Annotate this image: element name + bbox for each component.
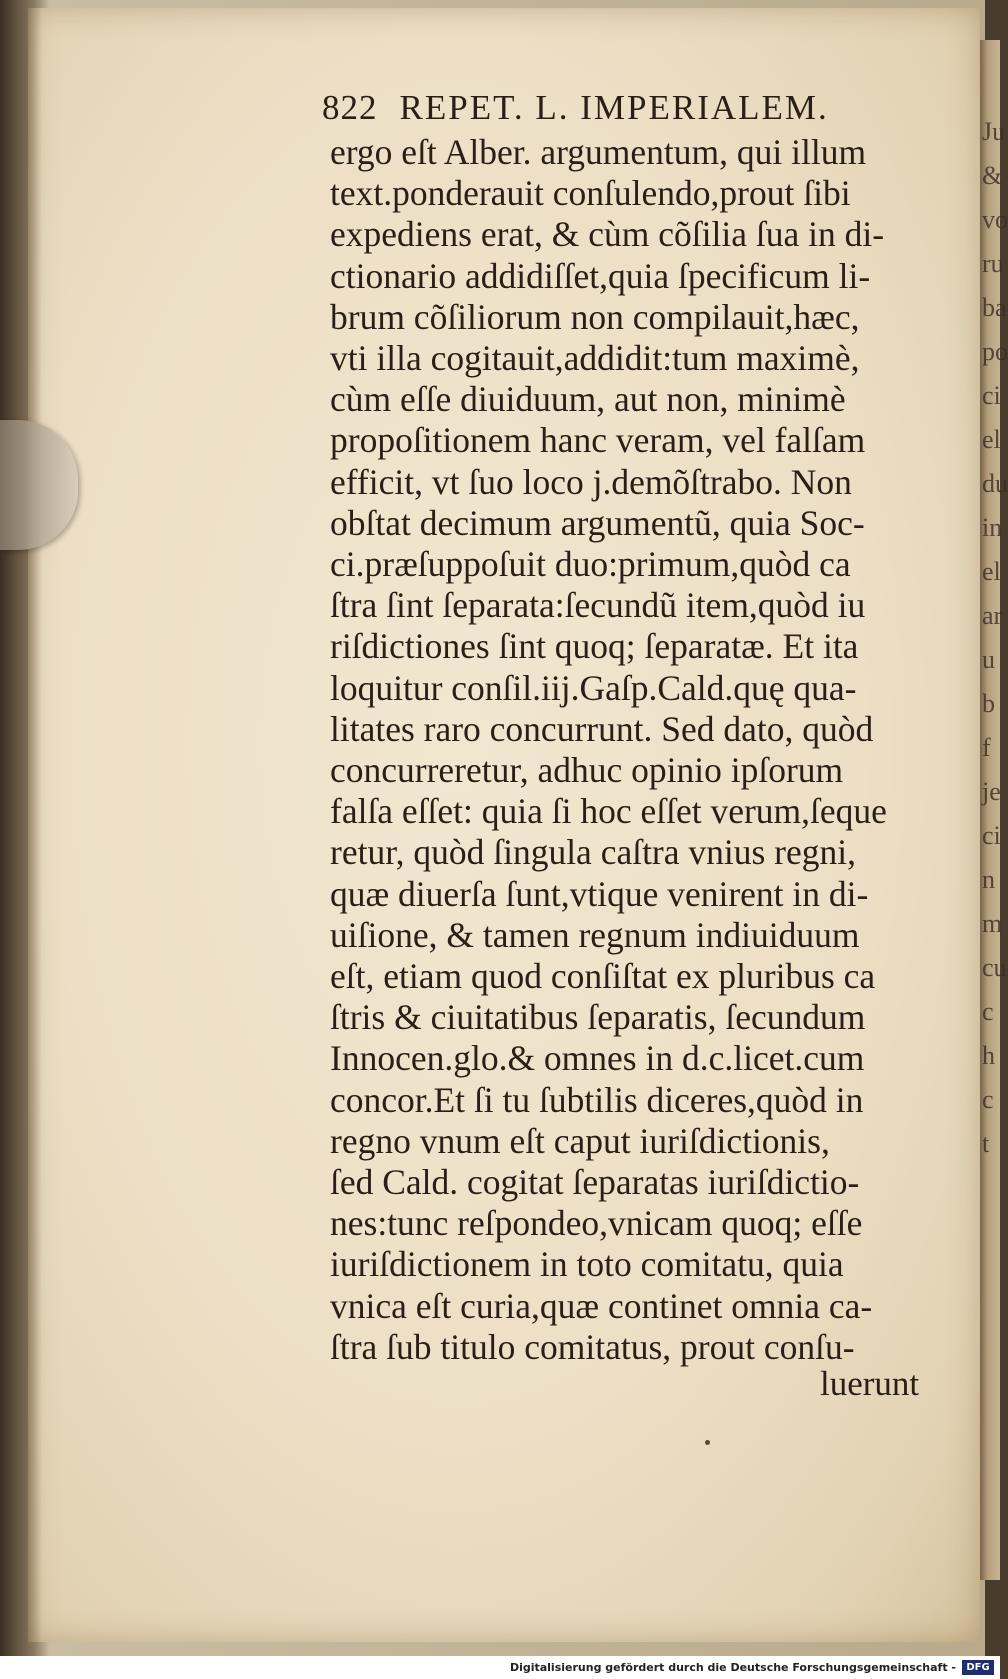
text-line: expediens erat, & cùm cõſilia ſua in di- bbox=[330, 214, 885, 255]
text-line: concurreretur, adhuc opinio ipſorum bbox=[330, 750, 844, 791]
body-text bbox=[330, 132, 942, 1368]
text-line: ſtris & ciuitatibus ſeparatis, ſecundum bbox=[330, 997, 866, 1038]
text-line: ergo eſt Alber. argumentum, qui illum bbox=[330, 132, 867, 172]
text-line: riſdictiones ſint quoq; ſeparatæ. Et ita bbox=[330, 626, 859, 667]
text-line: ſtra ſub titulo comitatus, prout conſu- bbox=[330, 1326, 855, 1367]
running-header bbox=[322, 88, 942, 128]
text-line: ſed Cald. cogitat ſeparatas iuriſdictio- bbox=[330, 1162, 860, 1203]
next-page-text-fragments: Ju & vo ru ba po ci el du in el ar u b f je ci n m cu c h c t bbox=[982, 117, 1008, 1158]
text-line: loquitur conſil.iij.Gaſp.Cald.quę qua- bbox=[330, 667, 857, 708]
paper-speck bbox=[705, 1440, 710, 1445]
text-line: uiſione, & tamen regnum indiuiduum bbox=[330, 914, 860, 955]
text-line: nes:tunc reſpondeo,vnicam quoq; eſſe bbox=[330, 1203, 863, 1244]
text-line: falſa eſſet: quia ſi hoc eſſet verum,ſeque bbox=[330, 791, 887, 832]
text-line: regno vnum eſt caput iuriſdictionis, bbox=[330, 1120, 830, 1161]
catchword: luerunt bbox=[820, 1364, 920, 1403]
funding-credit: Digitalisierung gefördert durch die Deutsche Forschungsgemeinschaft - bbox=[509, 1661, 956, 1674]
text-line: vti illa cogitauit,addidit:tum maximè, bbox=[330, 338, 860, 379]
text-line: ctionario addidiſſet,quia ſpecificum li- bbox=[330, 255, 871, 296]
text-line: cùm eſſe diuiduum, aut non, minimè bbox=[330, 379, 846, 420]
running-title: REPET. L. IMPERIALEM. bbox=[399, 88, 829, 127]
text-line: concor.Et ſi tu ſubtilis diceres,quòd in bbox=[330, 1079, 864, 1120]
text-line: quæ diuerſa ſunt,vtique venirent in di- bbox=[330, 873, 869, 914]
text-line: ci.præſuppoſuit duo:primum,quòd ca bbox=[330, 544, 851, 585]
text-line: efficit, vt ſuo loco j.demõſtrabo. Non bbox=[330, 461, 852, 502]
text-line: Innocen.glo.& omnes in d.c.licet.cum bbox=[330, 1038, 865, 1079]
text-line: propoſitionem hanc veram, vel falſam bbox=[330, 420, 866, 461]
text-line: ſtra ſint ſeparata:ſecundũ item,quòd iu bbox=[330, 585, 866, 626]
text-line: text.ponderauit conſulendo,prout ſibi bbox=[330, 173, 851, 214]
text-line: litates raro concurrunt. Sed dato, quòd bbox=[330, 708, 874, 749]
text-line: iuriſdictionem in toto comitatu, quia bbox=[330, 1244, 844, 1285]
text-line: brum cõſiliorum non compilauit,hæc, bbox=[330, 296, 860, 337]
page-number: 822 bbox=[322, 88, 378, 127]
text-line: eſt, etiam quod conſiſtat ex pluribus ca bbox=[330, 956, 876, 997]
dfg-logo: DFG bbox=[962, 1660, 994, 1675]
text-line: retur, quòd ſingula caſtra vnius regni, bbox=[330, 832, 856, 873]
text-line: obſtat decimum argumentũ, quia Soc- bbox=[330, 502, 865, 543]
text-line: vnica eſt curia,quæ continet omnia ca- bbox=[330, 1285, 873, 1326]
page-gutter-shadow bbox=[28, 8, 42, 1642]
